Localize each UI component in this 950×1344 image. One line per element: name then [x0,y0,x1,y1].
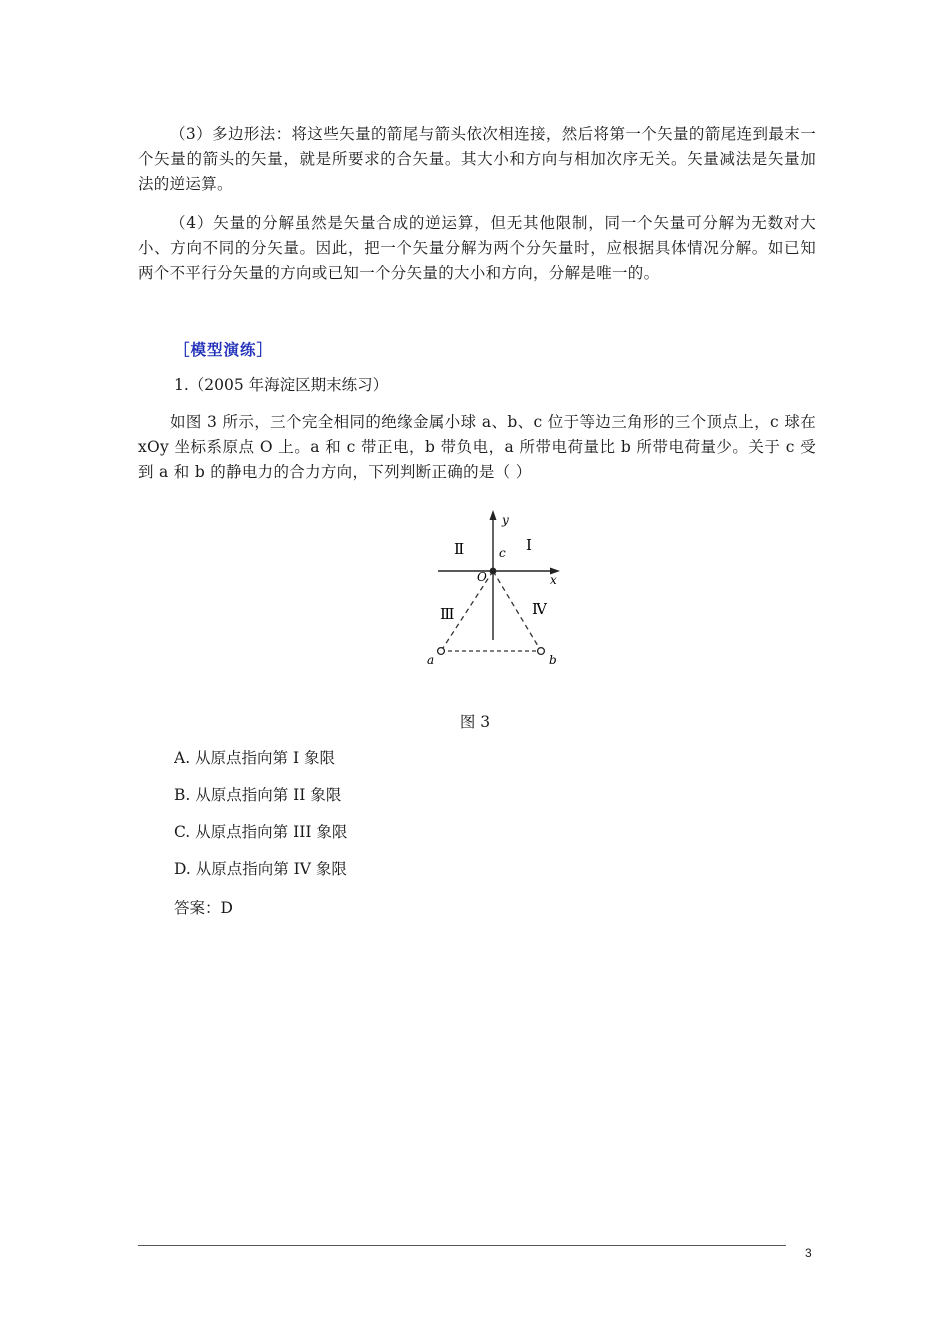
option-b: B. 从原点指向第 II 象限 [174,786,342,804]
section-heading: ［模型演练］ [174,340,274,359]
label-quadrant-2: Ⅱ [454,540,465,558]
ball-b [538,648,545,655]
y-axis-arrow [490,510,497,520]
answer: 答案：D [174,899,233,917]
label-quadrant-4: Ⅳ [532,600,547,618]
option-c: C. 从原点指向第 III 象限 [174,823,348,841]
option-d: D. 从原点指向第 IV 象限 [174,860,347,878]
label-a: a [427,653,435,667]
coordinate-figure [418,506,568,676]
question-stem: 如图 3 所示，三个完全相同的绝缘金属小球 a、b、c 位于等边三角形的三个顶点上，c 球在 xOy 坐标系原点 O 上。a 和 c 带正电，b 带负电，a 所带电荷量比 b 所带电荷量少。关于 c 受到 a 和 b 的静电力的合力方向，下列判断正确的是（ ） [138,413,816,481]
ball-c [490,568,497,575]
paragraph-vector-decomposition: （4）矢量的分解虽然是矢量合成的逆运算，但无其他限制，同一个矢量可分解为无数对大小、方向不同的分矢量。因此，把一个矢量分解为两个分矢量时，应根据具体情况分解。如已知两个不平行分矢量的方向或已知一个分矢量的大小和方向，分解是唯一的。 [138,214,816,282]
footer-divider [138,1245,786,1246]
label-y: y [502,513,509,527]
label-origin: O [477,570,487,584]
option-a: A. 从原点指向第 I 象限 [174,749,336,767]
figure-caption: 图 3 [459,713,491,731]
label-x: x [550,573,557,587]
ball-a [438,648,445,655]
label-c: c [499,546,506,560]
page-number: 3 [805,1246,812,1260]
paragraph-polygon-method: （3）多边形法：将这些矢量的箭尾与箭头依次相连接，然后将第一个矢量的箭尾连到最末一个矢量的箭头的矢量，就是所要求的合矢量。其大小和方向与相加次序无关。矢量减法是矢量加法的逆运算。 [138,125,816,193]
label-quadrant-3: Ⅲ [440,605,455,623]
question-number-source: 1.（2005 年海淀区期末练习） [174,376,389,394]
label-b: b [549,653,557,667]
label-quadrant-1: Ⅰ [526,536,532,554]
